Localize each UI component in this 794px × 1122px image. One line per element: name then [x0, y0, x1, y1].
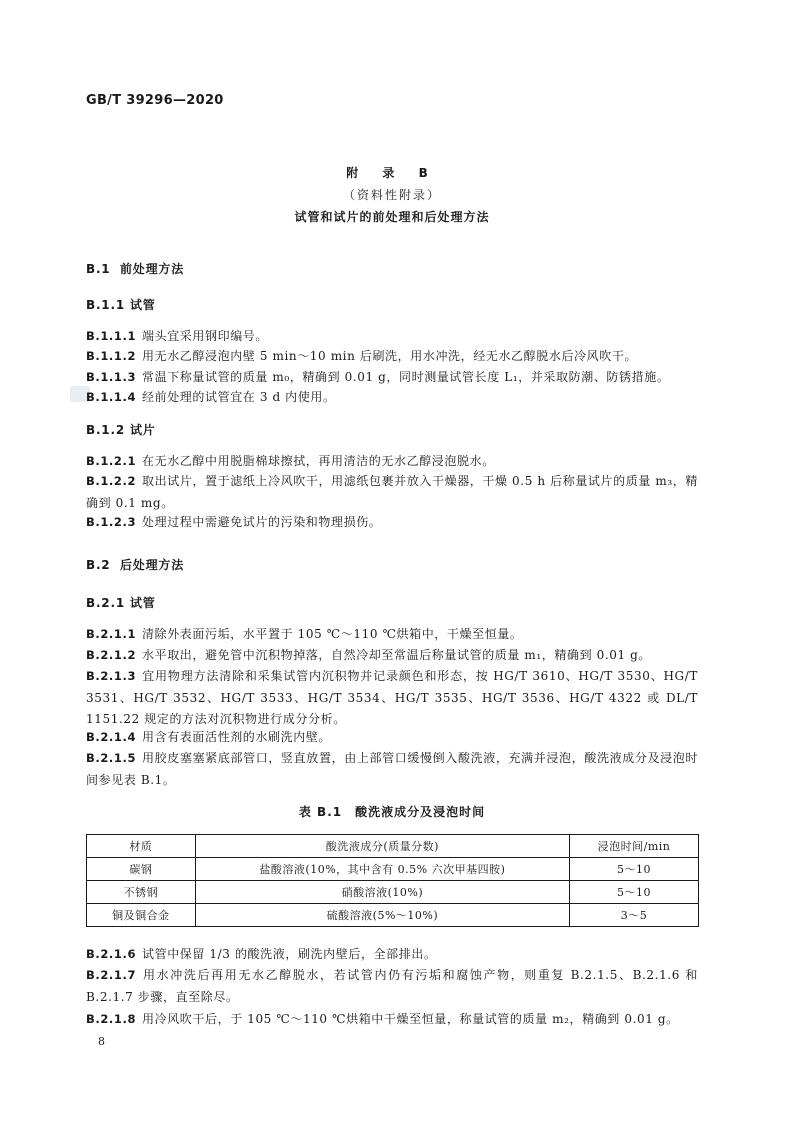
section-number: B.1 — [86, 262, 111, 276]
standard-code: GB/T 39296—2020 — [86, 93, 224, 108]
table-caption: 表 B.1 酸洗液成分及浸泡时间 — [298, 805, 486, 819]
table-cell: 盐酸溶液(10%，其中含有 0.5% 六次甲基四胺) — [195, 858, 569, 881]
table-cell: 5～10 — [569, 858, 698, 881]
table-cell: 5～10 — [569, 881, 698, 904]
table-header-cell: 材质 — [87, 835, 196, 858]
table-cell: 铜及铜合金 — [87, 904, 196, 927]
table-header-cell: 浸泡时间/min — [569, 835, 698, 858]
clause-paragraph — [86, 944, 698, 966]
table-cell: 不锈钢 — [87, 881, 196, 904]
clause-number: B.2.1.8 — [86, 1012, 137, 1026]
clause-paragraph — [86, 387, 698, 409]
clause-text: 试管中保留 1/3 的酸洗液，刷洗内壁后，全部排出。 — [142, 947, 437, 961]
section-title: 前处理方法 — [120, 262, 185, 276]
table-row — [87, 904, 699, 927]
clause-text: 常温下称量试管的质量 m₀，精确到 0.01 g，同时测量试管长度 L₁，并采取防潮、防锈措施。 — [142, 370, 670, 384]
section-number: B.1.1 — [86, 298, 125, 312]
section-number: B.2 — [86, 558, 111, 572]
section-number: B.1.2 — [86, 423, 125, 437]
clause-number: B.1.1.1 — [86, 329, 137, 343]
section-number: B.2.1 — [86, 596, 125, 610]
section-heading — [86, 421, 156, 438]
clause-paragraph — [86, 1009, 698, 1031]
clause-number: B.1.2.3 — [86, 515, 137, 529]
clause-number: B.1.2.1 — [86, 454, 137, 468]
clause-paragraph — [86, 451, 698, 473]
clause-number: B.2.1.4 — [86, 730, 137, 744]
clause-text: 经前处理的试管宜在 3 d 内使用。 — [142, 390, 336, 404]
clause-paragraph — [86, 512, 698, 534]
table-cell: 3～5 — [569, 904, 698, 927]
clause-paragraph — [86, 727, 698, 749]
clause-text: 在无水乙醇中用脱脂棉球擦拭，再用清洁的无水乙醇浸泡脱水。 — [142, 454, 495, 468]
clause-number: B.2.1.3 — [86, 669, 137, 683]
section-heading — [86, 556, 184, 573]
clause-paragraph — [86, 624, 698, 646]
table-header-row — [87, 835, 699, 858]
clause-paragraph — [86, 367, 698, 389]
clause-number: B.1.1.2 — [86, 349, 137, 363]
section-title: 试片 — [130, 423, 156, 437]
clause-text: 宜用物理方法清除和采集试管内沉积物并记录颜色和形态，按 HG/T 3610、HG/T 3530、HG/T 3531、HG/T 3532、HG/T 3533、HG/T 3534、HG/T 3535、HG/T 3536、HG/T 4322 或 DL/T 1151.22 规定的方法对沉积物进行成分分析。 — [86, 669, 698, 726]
clause-text: 用含有表面活性剂的水刷洗内壁。 — [142, 730, 332, 744]
clause-text: 处理过程中需避免试片的污染和物理损伤。 — [142, 515, 382, 529]
clause-paragraph — [86, 666, 698, 731]
clause-text: 用胶皮塞塞紧底部管口，竖直放置，由上部管口缓慢倒入酸洗液，充满并浸泡，酸洗液成分及浸泡时间参见表 B.1。 — [86, 751, 698, 787]
section-heading — [86, 260, 184, 277]
section-heading — [86, 296, 156, 313]
clause-paragraph — [86, 645, 698, 667]
clause-text: 水平取出，避免管中沉积物掉落，自然冷却至常温后称量试管的质量 m₁，精确到 0.01 g。 — [142, 648, 652, 662]
section-title: 后处理方法 — [120, 558, 185, 572]
page-number: 8 — [98, 1035, 105, 1048]
section-title: 试管 — [130, 298, 156, 312]
section-title: 试管 — [130, 596, 156, 610]
clause-number: B.2.1.5 — [86, 751, 137, 765]
clause-paragraph — [86, 471, 698, 514]
clause-text: 用无水乙醇浸泡内壁 5 min～10 min 后刷洗，用水冲洗，经无水乙醇脱水后冷风吹干。 — [142, 349, 638, 363]
clause-number: B.2.1.7 — [86, 968, 137, 982]
clause-paragraph — [86, 326, 698, 348]
clause-text: 端头宜采用钢印编号。 — [142, 329, 269, 343]
section-heading — [86, 594, 156, 611]
clause-paragraph — [86, 748, 698, 791]
clause-text: 取出试片，置于滤纸上冷风吹干，用滤纸包裹并放入干燥器，干燥 0.5 h 后称量试片的质量 m₃，精确到 0.1 mg。 — [86, 474, 698, 510]
table-cell: 碳钢 — [87, 858, 196, 881]
annex-type: （资料性附录） — [342, 188, 441, 202]
annex-label: 附 录 B — [346, 166, 438, 180]
clause-number: B.2.1.2 — [86, 648, 137, 662]
clause-text: 清除外表面污垢，水平置于 105 ℃～110 ℃烘箱中，干燥至恒量。 — [142, 627, 523, 641]
table-header-cell: 酸洗液成分(质量分数) — [195, 835, 569, 858]
clause-text: 用冷风吹干后，于 105 ℃～110 ℃烘箱中干燥至恒量，称量试管的质量 m₂，精确到 0.01 g。 — [142, 1012, 679, 1026]
clause-number: B.1.2.2 — [86, 474, 137, 488]
table-row — [87, 881, 699, 904]
acid-wash-table — [86, 834, 699, 927]
table-cell: 硝酸溶液(10%) — [195, 881, 569, 904]
clause-text: 用水冲洗后再用无水乙醇脱水，若试管内仍有污垢和腐蚀产物，则重复 B.2.1.5、B.2.1.6 和 B.2.1.7 步骤，直至除尽。 — [86, 968, 698, 1004]
clause-number: B.2.1.6 — [86, 947, 137, 961]
annex-title: 试管和试片的前处理和后处理方法 — [294, 210, 490, 224]
table-row — [87, 858, 699, 881]
clause-paragraph — [86, 346, 698, 368]
table-cell: 硫酸溶液(5%～10%) — [195, 904, 569, 927]
clause-number: B.1.1.4 — [86, 390, 137, 404]
clause-number: B.2.1.1 — [86, 627, 137, 641]
clause-number: B.1.1.3 — [86, 370, 137, 384]
clause-paragraph — [86, 965, 698, 1008]
